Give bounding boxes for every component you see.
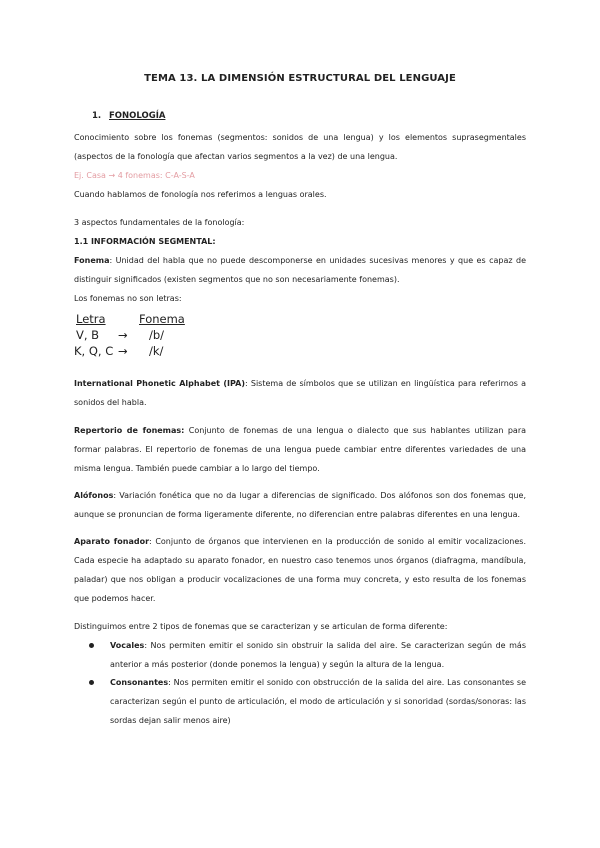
header-letra: Letra xyxy=(76,312,106,326)
fonema-definition xyxy=(74,251,526,289)
bullet-icon xyxy=(89,643,94,648)
ipa-text: : Sistema de símbolos que se utilizan en lingüística para referirnos a sonidos del habla. xyxy=(74,379,526,407)
section-heading xyxy=(92,111,165,121)
vocales-term: Vocales xyxy=(110,641,145,650)
row-fonema: /k/ xyxy=(149,344,164,358)
alofonos-definition xyxy=(74,486,526,524)
aparato-definition xyxy=(74,532,526,608)
list-item xyxy=(110,673,526,730)
alofonos-term: Alófonos xyxy=(74,491,114,500)
bullet-icon xyxy=(89,680,94,685)
ipa-term: International Phonetic Alphabet (IPA) xyxy=(74,379,245,388)
aparato-text: : Conjunto de órganos que intervienen en la producción de sonido al emitir vocalizaciones. Cada especie ha adaptado su aparato fonador, en nuestro caso tenemos unos órganos (diafragma, mandíbula, paladar) que nos obligan a producir vocalizaciones de una forma muy concreta, y esto resulta de los fonemas que podemos hacer. xyxy=(74,537,527,603)
row-letra: V, B xyxy=(76,328,100,342)
row-fonema: /b/ xyxy=(149,328,165,342)
fonema-text: : Unidad del habla que no puede descomponerse en unidades sucesivas menores y que es capaz de distinguir significados (existen segmentos que no son necesariamente fonemas). xyxy=(74,256,526,284)
aspects-line: 3 aspectos fundamentales de la fonología: xyxy=(74,218,245,227)
section-number: 1. xyxy=(92,111,102,121)
repertorio-term: Repertorio de fonemas: xyxy=(74,426,185,435)
ipa-definition xyxy=(74,374,526,412)
vocales-text: : Nos permiten emitir el sonido sin obstruir la salida del aire. Se caracterizan según de más anterior a más posterior (donde ponemos la lengua) y según la altura de la lengua. xyxy=(110,641,526,669)
consonantes-term: Consonantes xyxy=(110,678,169,687)
list-item xyxy=(110,636,526,674)
aparato-term: Aparato fonador xyxy=(74,537,150,546)
alofonos-text: : Variación fonética que no da lugar a diferencias de significado. Dos alófonos son dos fonemas que, aunque se pronuncian de forma ligeramente diferente, no diferencian entre palabras diferentes en una lengua. xyxy=(74,491,526,519)
distinguimos-line: Distinguimos entre 2 tipos de fonemas que se caracterizan y se articulan de forma diferente: xyxy=(74,622,448,631)
header-fonema: Fonema xyxy=(139,312,185,326)
intro-paragraph: Conocimiento sobre los fonemas (segmentos: sonidos de una lengua) y los elementos suprasegmentales (aspectos de la fonología que afectan varios segmentos a la vez) de una lengua. xyxy=(74,133,526,161)
repertorio-definition xyxy=(74,421,526,478)
not-letters-line: Los fonemas no son letras: xyxy=(74,294,182,303)
section-label: FONOLOGÍA xyxy=(109,111,166,121)
row-letra: K, Q, C xyxy=(74,344,114,358)
example-line: Ej. Casa → 4 fonemas: C-A-S-A xyxy=(74,171,195,180)
arrow-icon: → xyxy=(118,344,128,358)
repertorio-text: Conjunto de fonemas de una lengua o dialecto que sus hablantes utilizan para formar palabras. El repertorio de fonemas de una lengua puede cambiar entre diferentes variedades de una misma lengua. También puede cambiar a lo largo del tiempo. xyxy=(74,426,527,473)
consonantes-text: : Nos permiten emitir el sonido con obstrucción de la salida del aire. Las consonantes se caracterizan según el punto de articulación, el modo de articulación y si sonoridad (sordas/sonoras: las sordas dejan salir menos aire) xyxy=(110,678,526,725)
arrow-icon: → xyxy=(118,328,128,342)
subsection-heading: 1.1 INFORMACIÓN SEGMENTAL: xyxy=(74,237,216,246)
oral-languages-line: Cuando hablamos de fonología nos referimos a lenguas orales. xyxy=(74,190,327,199)
fonema-term: Fonema xyxy=(74,256,110,265)
document-title: TEMA 13. LA DIMENSIÓN ESTRUCTURAL DEL LENGUAJE xyxy=(144,73,456,84)
